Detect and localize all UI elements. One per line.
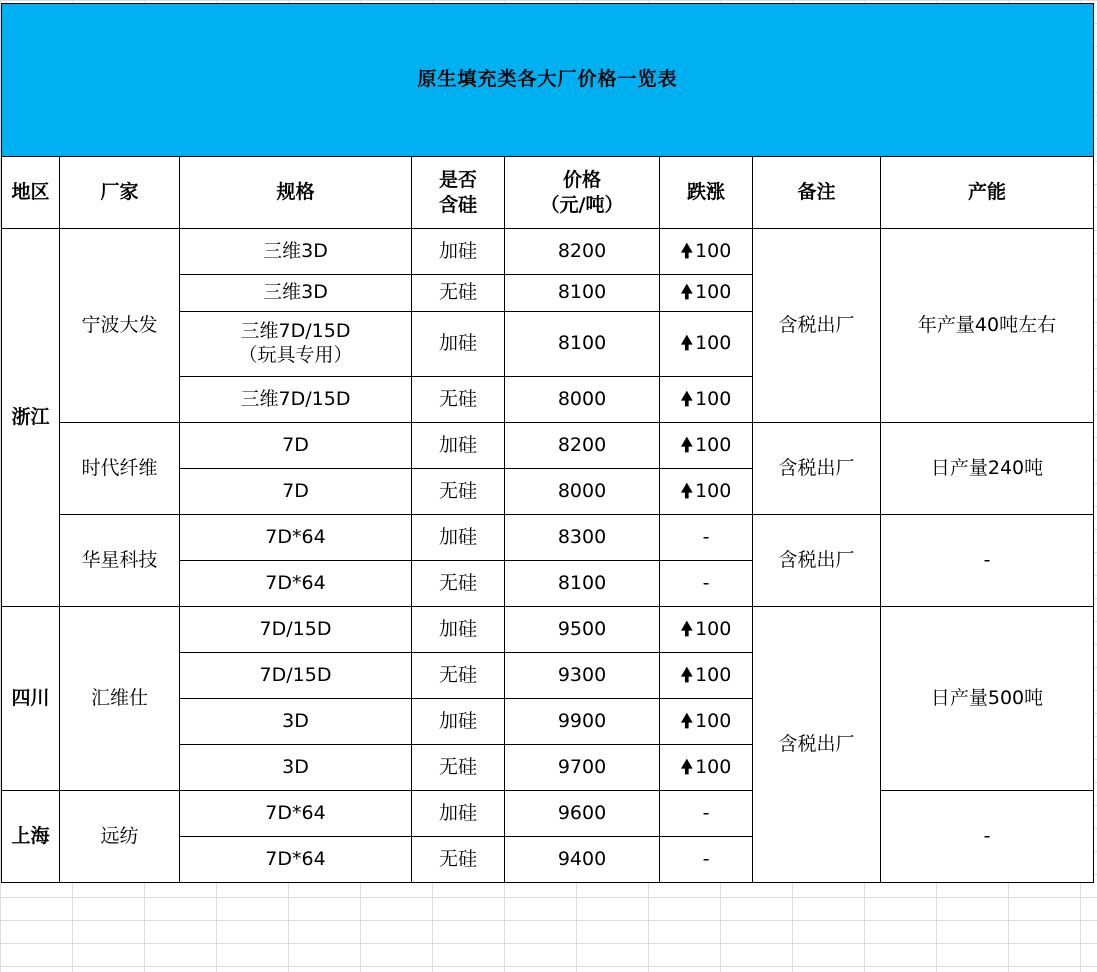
header-spec: 规格 [180, 157, 412, 229]
remark-shidai: 含税出厂 [753, 423, 881, 515]
table-row [2, 229, 1094, 275]
capacity-huiweishi: 日产量500吨 [881, 607, 1094, 791]
spec-cell: 三维3D [180, 229, 412, 275]
table-row [2, 515, 1094, 561]
silicon-cell: 无硅 [412, 377, 505, 423]
change-cell [660, 229, 753, 275]
price-cell: 8300 [505, 515, 660, 561]
remark-huaxing: 含税出厂 [753, 515, 881, 607]
up-arrow-icon: 🠝 [680, 663, 694, 686]
change-cell [660, 275, 753, 312]
spec-cell: 三维3D [180, 275, 412, 312]
change-cell [660, 423, 753, 469]
change-cell [660, 312, 753, 377]
change-value: 100 [695, 332, 732, 355]
up-arrow-icon: 🠝 [680, 281, 694, 304]
capacity-huaxing: - [881, 515, 1094, 607]
spec-cell: 7D/15D [180, 653, 412, 699]
up-arrow-icon: 🠝 [680, 709, 694, 732]
factory-huaxing: 华星科技 [60, 515, 180, 607]
change-cell [660, 607, 753, 653]
header-price [505, 157, 660, 229]
header-factory: 厂家 [60, 157, 180, 229]
spec-cell: 7D*64 [180, 837, 412, 883]
region-shanghai: 上海 [2, 791, 60, 883]
silicon-cell: 无硅 [412, 561, 505, 607]
silicon-cell: 无硅 [412, 275, 505, 312]
spec-cell: 7D*64 [180, 515, 412, 561]
silicon-cell: 无硅 [412, 469, 505, 515]
factory-ningbo: 宁波大发 [60, 229, 180, 423]
table-row [2, 791, 1094, 837]
silicon-cell: 加硅 [412, 699, 505, 745]
silicon-cell: 无硅 [412, 745, 505, 791]
spec-cell: 7D*64 [180, 791, 412, 837]
header-price-line2: （元/吨） [540, 193, 624, 216]
remark-sichuan-shanghai: 含税出厂 [753, 607, 881, 883]
spec-line1: 三维7D/15D [240, 320, 351, 343]
price-cell: 8100 [505, 275, 660, 312]
price-cell: 9900 [505, 699, 660, 745]
spec-cell: 7D/15D [180, 607, 412, 653]
header-silicon [412, 157, 505, 229]
spec-line2: （玩具专用） [238, 344, 353, 366]
header-price-line1: 价格 [562, 168, 601, 191]
change-value: 100 [695, 433, 732, 456]
remark-ningbo: 含税出厂 [753, 229, 881, 423]
spec-cell: 7D [180, 469, 412, 515]
change-value: 100 [695, 281, 732, 304]
price-cell: 9700 [505, 745, 660, 791]
silicon-cell: 无硅 [412, 653, 505, 699]
change-cell [660, 377, 753, 423]
header-silicon-line2: 含硅 [438, 193, 477, 216]
up-arrow-icon: 🠝 [680, 433, 694, 456]
capacity-ningbo: 年产量40吨左右 [881, 229, 1094, 423]
header-remark: 备注 [753, 157, 881, 229]
table-row [2, 423, 1094, 469]
change-cell [660, 699, 753, 745]
factory-huiweishi: 汇维仕 [60, 607, 180, 791]
spec-cell: 3D [180, 745, 412, 791]
change-value: 100 [695, 663, 732, 686]
silicon-cell: 加硅 [412, 791, 505, 837]
header-capacity: 产能 [881, 157, 1094, 229]
header-silicon-line1: 是否 [438, 168, 477, 191]
price-cell: 8200 [505, 229, 660, 275]
change-value: - [702, 525, 710, 548]
silicon-cell: 加硅 [412, 229, 505, 275]
up-arrow-icon: 🠝 [680, 332, 694, 355]
up-arrow-icon: 🠝 [680, 387, 694, 410]
change-value: 100 [695, 755, 732, 778]
price-cell: 9600 [505, 791, 660, 837]
spec-cell: 7D [180, 423, 412, 469]
header-change: 跌涨 [660, 157, 753, 229]
price-cell: 9500 [505, 607, 660, 653]
change-value: 100 [695, 617, 732, 640]
up-arrow-icon: 🠝 [680, 755, 694, 778]
change-value: 100 [695, 239, 732, 262]
price-cell: 9400 [505, 837, 660, 883]
change-cell [660, 515, 753, 561]
spec-cell [180, 312, 412, 377]
table-row [2, 607, 1094, 653]
header-row [2, 157, 1094, 229]
change-cell [660, 469, 753, 515]
change-cell [660, 653, 753, 699]
change-value: 100 [695, 387, 732, 410]
silicon-cell: 加硅 [412, 312, 505, 377]
silicon-cell: 无硅 [412, 837, 505, 883]
price-cell: 8200 [505, 423, 660, 469]
up-arrow-icon: 🠝 [680, 479, 694, 502]
change-cell [660, 745, 753, 791]
header-region: 地区 [2, 157, 60, 229]
capacity-yuanfang: - [881, 791, 1094, 883]
change-value: 100 [695, 479, 732, 502]
spec-cell: 7D*64 [180, 561, 412, 607]
price-cell: 8100 [505, 561, 660, 607]
price-table [1, 3, 1094, 883]
up-arrow-icon: 🠝 [680, 617, 694, 640]
change-value: - [702, 847, 710, 870]
change-cell [660, 791, 753, 837]
capacity-shidai: 日产量240吨 [881, 423, 1094, 515]
change-value: - [702, 571, 710, 594]
silicon-cell: 加硅 [412, 515, 505, 561]
price-cell: 9300 [505, 653, 660, 699]
price-cell: 8000 [505, 469, 660, 515]
region-sichuan: 四川 [2, 607, 60, 791]
table-title: 原生填充类各大厂价格一览表 [2, 4, 1094, 157]
change-value: 100 [695, 709, 732, 732]
spec-cell: 三维7D/15D [180, 377, 412, 423]
region-zhejiang: 浙江 [2, 229, 60, 607]
silicon-cell: 加硅 [412, 423, 505, 469]
up-arrow-icon: 🠝 [680, 239, 694, 262]
price-cell: 8100 [505, 312, 660, 377]
change-cell [660, 837, 753, 883]
change-value: - [702, 801, 710, 824]
factory-shidai: 时代纤维 [60, 423, 180, 515]
change-cell [660, 561, 753, 607]
spec-cell: 3D [180, 699, 412, 745]
factory-yuanfang: 远纺 [60, 791, 180, 883]
silicon-cell: 加硅 [412, 607, 505, 653]
price-cell: 8000 [505, 377, 660, 423]
